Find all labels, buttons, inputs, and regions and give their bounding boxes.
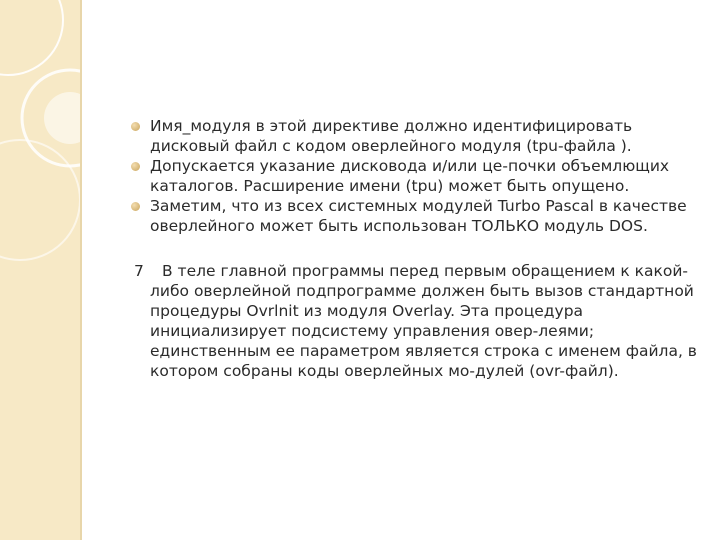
bullet-item (128, 156, 698, 196)
sidebar-divider (80, 0, 82, 540)
decorative-sidebar (0, 0, 80, 540)
bullet-item (128, 196, 698, 236)
bullet-text: Имя_модуля в этой директиве должно идентифицировать дисковый файл с кодом оверлейного модуля (tpu-файла ). (150, 117, 633, 155)
bullet-item (128, 116, 698, 156)
bullet-list (128, 116, 698, 236)
bullet-icon (131, 162, 140, 171)
paragraph-number: 7 (134, 262, 144, 280)
bullet-text: Допускается указание дисковода и/или це-почки объемлющих каталогов. Расширение имени (tpu) может быть опущено. (150, 157, 670, 195)
bullet-icon (131, 122, 140, 131)
slide-content (128, 116, 698, 381)
circle-ornament-icon (0, 0, 80, 540)
paragraph-text: В теле главной программы перед первым обращением к какой-либо оверлейной подпрограмме должен быть вызов стандартной процедуры Ovrlnit из модуля Overlay. Эта процедура инициализирует подсистему управления овер-леями; единственным ее параметром является строка с именем файла, в котором собраны коды оверлейных мо-дулей (ovr-файл). (150, 262, 697, 380)
bullet-text: Заметим, что из всех системных модулей Turbo Pascal в качестве оверлейного может быть использован ТОЛЬКО модуль DOS. (150, 197, 687, 235)
numbered-paragraph (128, 261, 698, 381)
bullet-icon (131, 202, 140, 211)
